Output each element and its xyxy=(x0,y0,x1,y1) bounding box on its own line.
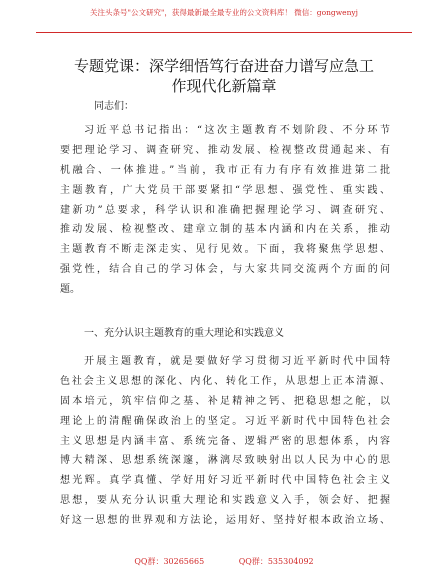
header-rule xyxy=(36,32,412,33)
paragraph-2 xyxy=(60,352,390,531)
document-title-line-1: 专题党课：深学细悟笃行奋进奋力谱写应急工 xyxy=(73,57,374,75)
paragraph-line: 主题教育不断走深走实、见行见效。下面，我将聚焦学思想、 xyxy=(60,244,390,256)
paragraph-line: 主义思想是内涵丰富、系统完备、逻辑严密的思想体系，内容 xyxy=(60,435,390,447)
greeting: 同志们： xyxy=(94,101,134,112)
paragraph-line: 开展主题教育，就是要做好学习贯彻习近平新时代中国特 xyxy=(84,356,390,367)
paragraph-line: 好这一思想的世界观和方法论，运用好、坚持好根本政治立场、 xyxy=(60,515,390,527)
paragraph-line: 习近平总书记指出：“这次主题教育不划阶段、不分环节 xyxy=(84,125,390,136)
paragraph-line: 题。 xyxy=(60,284,80,296)
paragraph-line: 机融合、一体推进。”当前，我市正有力有序有效推进第二批 xyxy=(60,164,390,176)
paragraph-line: 色社会主义思想的深化、内化、转化工作，从思想上正本清源、 xyxy=(60,375,390,387)
paragraph-line: 想光辉。真学真懂、学好用好习近平新时代中国特色社会主义 xyxy=(60,475,390,487)
paragraph-line: 博大精深、思想系统深邃，淋漓尽致映射出以人民为中心的思 xyxy=(60,455,390,467)
paragraph-line: 固本培元，筑牢信仰之基、补足精神之钙、把稳思想之舵，以 xyxy=(60,395,390,407)
footer xyxy=(0,557,448,567)
footer-qq-group-2: QQ群：535304092 xyxy=(238,557,314,566)
paragraph-line: 理论上的清醒确保政治上的坚定。习近平新时代中国特色社会 xyxy=(60,415,390,427)
paragraph-line: 强党性，结合自己的学习体会，与大家共同交流两个方面的问 xyxy=(60,264,390,276)
paragraph-line: 推动发展、检视整改、建章立制的基本内涵和内在关系，推动 xyxy=(60,224,390,236)
paragraph-line: 思想，要从充分认识重大理论和实践意义入手，领会好、把握 xyxy=(60,495,390,507)
document-title-line-2: 作现代化新篇章 xyxy=(171,77,277,95)
header-banner: 关注头条号"公文研究"，获得最新最全最专业的公文资料库！ 微信：gongwenyj xyxy=(90,8,358,17)
paragraph-1 xyxy=(60,121,390,300)
footer-qq-group-1: QQ群：30265665 xyxy=(134,557,205,566)
document-title xyxy=(40,56,408,96)
section-heading-1: 一、充分认识主题教育的重大理论和实践意义 xyxy=(84,328,284,339)
paragraph-line: 建新功”总要求，科学认识和准确把握理论学习、调查研究、 xyxy=(60,204,390,216)
paragraph-line: 主题教育，广大党员干部要紧扣“学思想、强党性、重实践、 xyxy=(60,184,390,196)
paragraph-line: 要把理论学习、调查研究、推动发展、检视整改贯通起来、有 xyxy=(60,144,390,156)
